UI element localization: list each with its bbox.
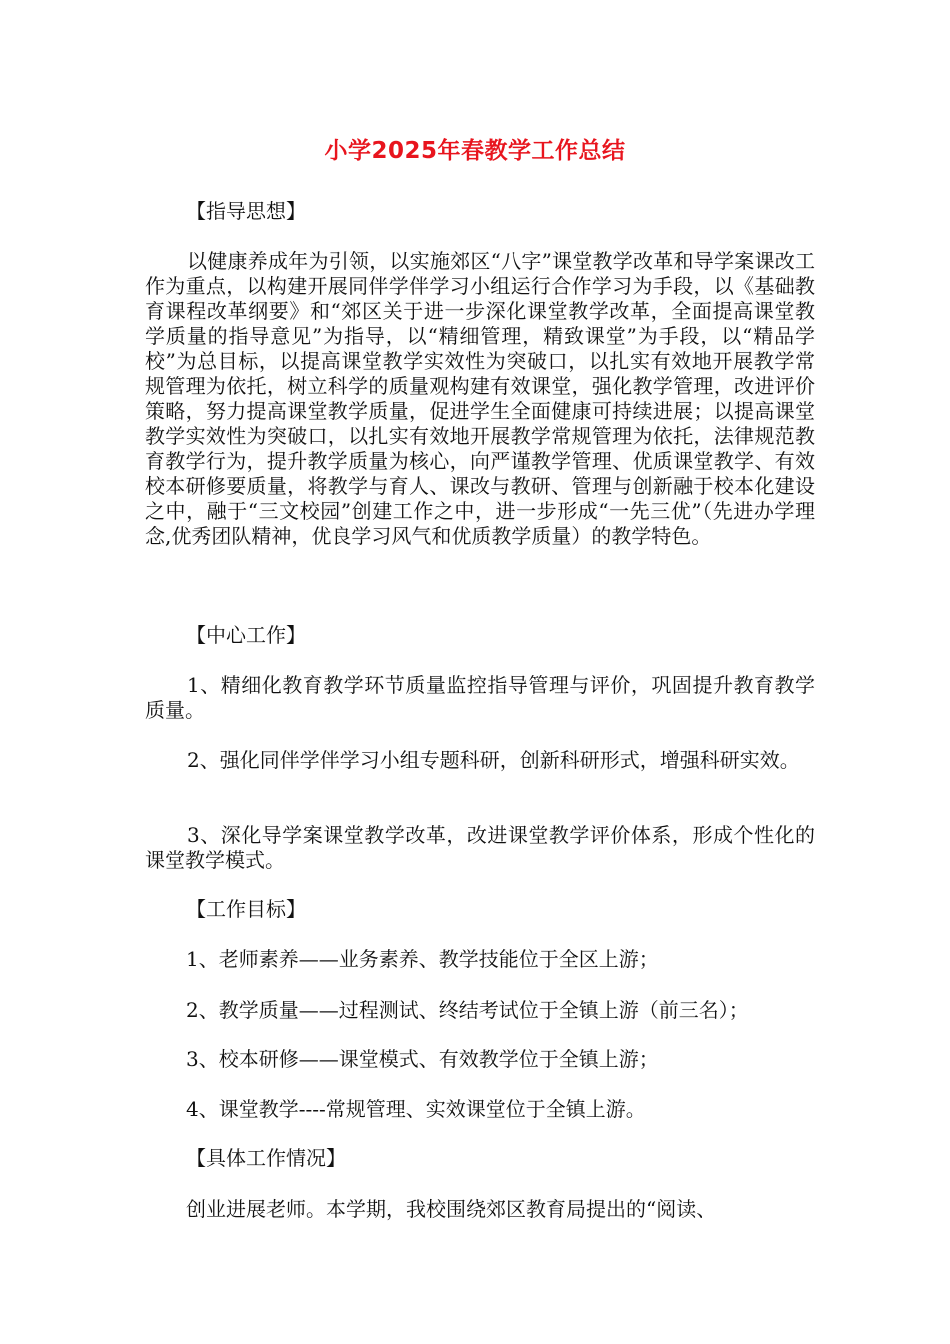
center-item-2: 2、强化同伴学伴学习小组专题科研，创新科研形式，增强科研实效。 (187, 748, 800, 772)
detail-paragraph: 创业进展老师。本学期，我校围绕郊区教育局提出的“阅读、 (186, 1197, 717, 1221)
goal-item-1: 1、老师素养——业务素养、教学技能位于全区上游； (186, 947, 659, 971)
center-item-3: 3、深化导学案课堂教学改革，改进课堂教学评价体系，形成个性化的课堂教学模式。 (145, 823, 815, 872)
document-title: 小学2025年春教学工作总结 (324, 138, 626, 164)
goal-item-3: 3、校本研修——课堂模式、有效教学位于全镇上游； (186, 1047, 659, 1071)
section-heading-detail: 【具体工作情况】 (186, 1146, 346, 1170)
goal-item-2: 2、教学质量——过程测试、终结考试位于全镇上游（前三名）； (186, 998, 749, 1022)
guiding-paragraph: 以健康养成年为引领，以实施郊区“八字”课堂教学改革和导学案课改工作为重点，以构建开展同伴学伴学习小组运行合作学习为手段，以《基础教育课程改革纲要》和“郊区关于进一步深化课堂教学改革，全面提高课堂教学质量的指导意见”为指导，以“精细管理，精致课堂”为手段，以“精品学校”为总目标，以提高课堂教学实效性为突破口，以扎实有效地开展教学常规管理为依托，树立科学的质量观构建有效课堂，强化教学管理，改进评价策略，努力提高课堂教学质量，促进学生全面健康可持续进展；以提高课堂教学实效性为突破口，以扎实有效地开展教学常规管理为依托，法律规范教育教学行为，提升教学质量为核心，向严谨教学管理、优质课堂教学、有效校本研修要质量，将教学与育人、课改与教研、管理与创新融于校本化建设之中，融于“三文校园”创建工作之中，进一步形成“一先三优”（先进办学理念,优秀团队精神，优良学习风气和优质教学质量）的教学特色。 (145, 249, 815, 548)
section-heading-goal: 【工作目标】 (186, 897, 306, 921)
center-item-1: 1、精细化教育教学环节质量监控指导管理与评价，巩固提升教育教学质量。 (145, 673, 815, 722)
section-heading-guiding: 【指导思想】 (186, 199, 306, 223)
goal-item-4: 4、课堂教学----常规管理、实效课堂位于全镇上游。 (186, 1097, 646, 1121)
section-heading-center: 【中心工作】 (186, 623, 306, 647)
